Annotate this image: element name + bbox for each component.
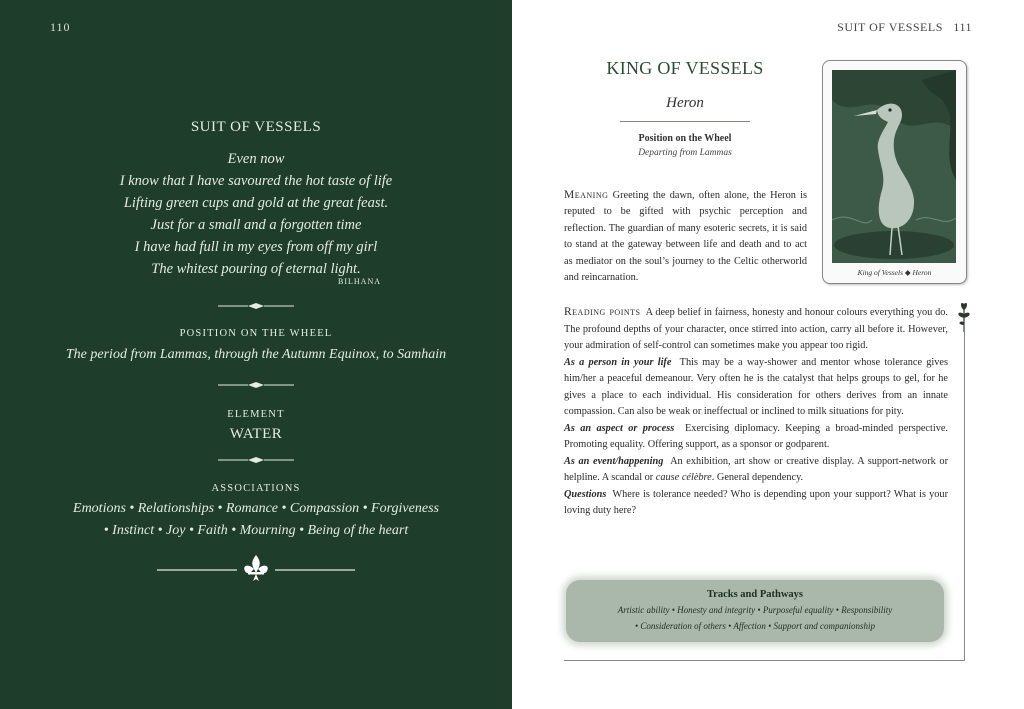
page-number-left: 110 (50, 20, 71, 34)
running-head (837, 20, 972, 35)
poem-line: I know that I have savoured the hot taste of life (119, 173, 393, 189)
poem-line: I have had full in my eyes from off my girl (134, 239, 378, 255)
aspect-section (564, 421, 948, 454)
position-text: The period from Lammas, through the Autumn Equinox, to Samhain (65, 347, 447, 362)
wheel-position-value: Departing from Lammas (638, 148, 732, 158)
event-text-end: . General dependency. (711, 472, 804, 483)
card-subtitle: Heron (666, 95, 704, 111)
aspect-text: Exercising diplomacy. Keeping a broad-minded perspective. Promoting equality. Offering support, as a sponsor or godparent. (564, 422, 949, 450)
person-label: As a person in your life (564, 356, 672, 368)
questions-text: Where is tolerance needed? Who is depending upon your support? What is your loving duty here? (564, 488, 948, 516)
border-line-horizontal (564, 660, 965, 661)
poem-attribution: BILHANA (338, 277, 381, 286)
reading-points (564, 304, 948, 355)
ornament-divider (218, 301, 294, 311)
running-head-title: SUIT OF VESSELS (837, 20, 943, 34)
tracks-list (566, 602, 944, 634)
page-number-right: 111 (953, 20, 972, 34)
ornament-divider (218, 380, 294, 390)
ornament-divider (218, 455, 294, 465)
associations-line: Emotions • Relationships • Romance • Compassion • Forgiveness (73, 501, 439, 516)
reading-label: Reading points (564, 306, 641, 318)
tracks-and-pathways-box (566, 580, 944, 642)
fleur-de-lis-icon (157, 553, 355, 583)
person-text: This may be a way-shower and mentor whose tolerance gives him/her a peaceful demeanour. Very often he is the catalyst that helps groups to gel, for he gives a place to each individual. His consideration for others derives from an innate compassion. Can also be weak or ineffectual or inclined to milk situations for pity. (564, 356, 948, 417)
associations-line: • Instinct • Joy • Faith • Mourning • Being of the heart (103, 523, 409, 538)
heron-illustration (832, 70, 956, 263)
tracks-title: Tracks and Pathways (706, 589, 804, 600)
poem-line: The whitest pouring of eternal light. (151, 261, 361, 277)
tracks-line: • Consideration of others • Affection • Support and companionship (634, 621, 876, 631)
associations-label: ASSOCIATIONS (211, 483, 301, 494)
card-caption: King of Vessels ◆ Heron (857, 268, 932, 277)
event-label: As an event/happening (564, 455, 664, 467)
meaning-text: Greeting the dawn, often alone, the Heron is reputed to be gifted with psychic perception and reflection. The guardian of many esoteric secrets, it is said to stand at the gateway between life and death and to act as mediator on the soul’s journey to the Celtic otherworld and reincarnation. (564, 190, 807, 284)
meaning-label: Meaning (564, 189, 609, 201)
poem-line: Just for a small and a forgotten time (150, 217, 362, 233)
subtitle-rule (620, 121, 750, 122)
questions-label: Questions (564, 488, 607, 500)
questions-section (564, 487, 948, 520)
aspect-label: As an aspect or process (564, 422, 675, 434)
event-section (564, 454, 948, 487)
wheel-position-label: Position on the Wheel (638, 133, 732, 144)
element-value: WATER (229, 426, 283, 442)
suit-title: SUIT OF VESSELS (190, 119, 322, 135)
position-label: POSITION ON THE WHEEL (179, 328, 333, 339)
tracks-line: Artistic ability • Honesty and integrity • Purposeful equality • Responsibility (617, 605, 893, 615)
event-text: An exhibition, art show or creative display. A support-network or helpline. A scandal or (564, 455, 948, 483)
event-text-italic: cause célèbre (655, 472, 712, 483)
card-title: KING OF VESSELS (606, 58, 764, 78)
tarot-card (822, 60, 967, 284)
poem-line: Lifting green cups and gold at the great feast. (123, 195, 389, 211)
reading-text: A deep belief in fairness, honesty and honour colours everything you do. The profound depths of your character, once stirred into action, carry all before it. However, your admiration of self-control can sometimes make you appear too rigid. (564, 307, 948, 351)
border-line-vertical (964, 320, 965, 660)
reading-body (564, 304, 948, 520)
element-label: ELEMENT (227, 409, 285, 420)
person-section (564, 355, 948, 421)
poem-line: Even now (227, 151, 285, 167)
meaning-paragraph (564, 187, 807, 286)
poem (0, 148, 512, 280)
